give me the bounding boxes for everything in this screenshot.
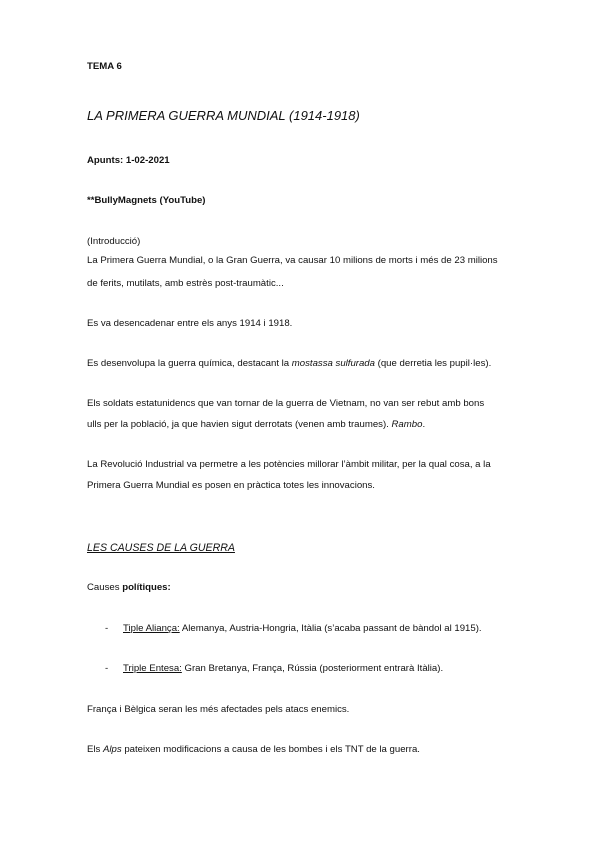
paragraph-2: Es va desencadenar entre els anys 1914 i 1918. [87,318,293,329]
paragraph-3-c: (que derretia les pupil·les). [374,358,492,369]
list-item-text: Alemanya, Austria-Hongria, Itàlia (s’acaba passant de bàndol al 1915). [179,623,482,634]
list-item-name: Triple Entesa: [123,663,182,674]
paragraph-3-a: Es desenvolupa la guerra química, destacant la [87,358,292,369]
paragraph-4-line-1: Els soldats estatunidencs que van tornar de la guerra de Vietnam, no van ser rebut amb bons [87,398,485,409]
paragraph-3 [87,358,491,370]
paragraph-4-a: ulls per la població, ja que havien sigut derrotats (venen amb traumes). [87,419,392,430]
paragraph-4-c: . [422,419,426,430]
causes-label-b: polítiques: [122,582,171,593]
list-item-text: Gran Bretanya, França, Rússia (posteriorment entrarà Itàlia). [181,663,444,674]
paragraph-after-2-alps: Alps [103,744,122,755]
list-item [123,663,443,675]
paragraph-3-term: mostassa sulfurada [291,358,375,369]
tema-label: TEMA 6 [87,61,122,72]
paragraph-after-2 [87,744,420,756]
causes-label [87,582,171,594]
paragraph-1-line-1: La Primera Guerra Mundial, o la Gran Guerra, va causar 10 milions de morts i més de 23 milions [87,255,498,266]
intro-label: (Introducció) [87,236,141,247]
paragraph-after-1: França i Bèlgica seran les més afectades pels atacs enemics. [87,704,350,715]
paragraph-after-2-c: pateixen modificacions a causa de les bombes i els TNT de la guerra. [121,744,420,755]
apunts-date: Apunts: 1-02-2021 [87,155,170,166]
source-reference: **BullyMagnets (YouTube) [87,195,206,206]
paragraph-5-line-1: La Revolució Industrial va permetre a les potències millorar l’àmbit militar, per la qual cosa, a la [87,459,491,470]
paragraph-1-line-2: de ferits, mutilats, amb estrès post-traumàtic... [87,278,284,289]
paragraph-after-2-a: Els [87,744,103,755]
page-title: LA PRIMERA GUERRA MUNDIAL (1914-1918) [87,108,360,123]
paragraph-4-line-2 [87,419,425,431]
list-item [123,623,482,635]
paragraph-5-line-2: Primera Guerra Mundial es posen en pràctica totes les innovacions. [87,480,375,491]
causes-label-a: Causes [87,582,123,593]
list-item-name: Tiple Aliança: [123,623,180,634]
section-heading: LES CAUSES DE LA GUERRA [87,542,235,554]
paragraph-4-rambo: Rambo [391,419,423,430]
bullet-1: - [105,623,109,634]
bullet-2: - [105,663,109,674]
